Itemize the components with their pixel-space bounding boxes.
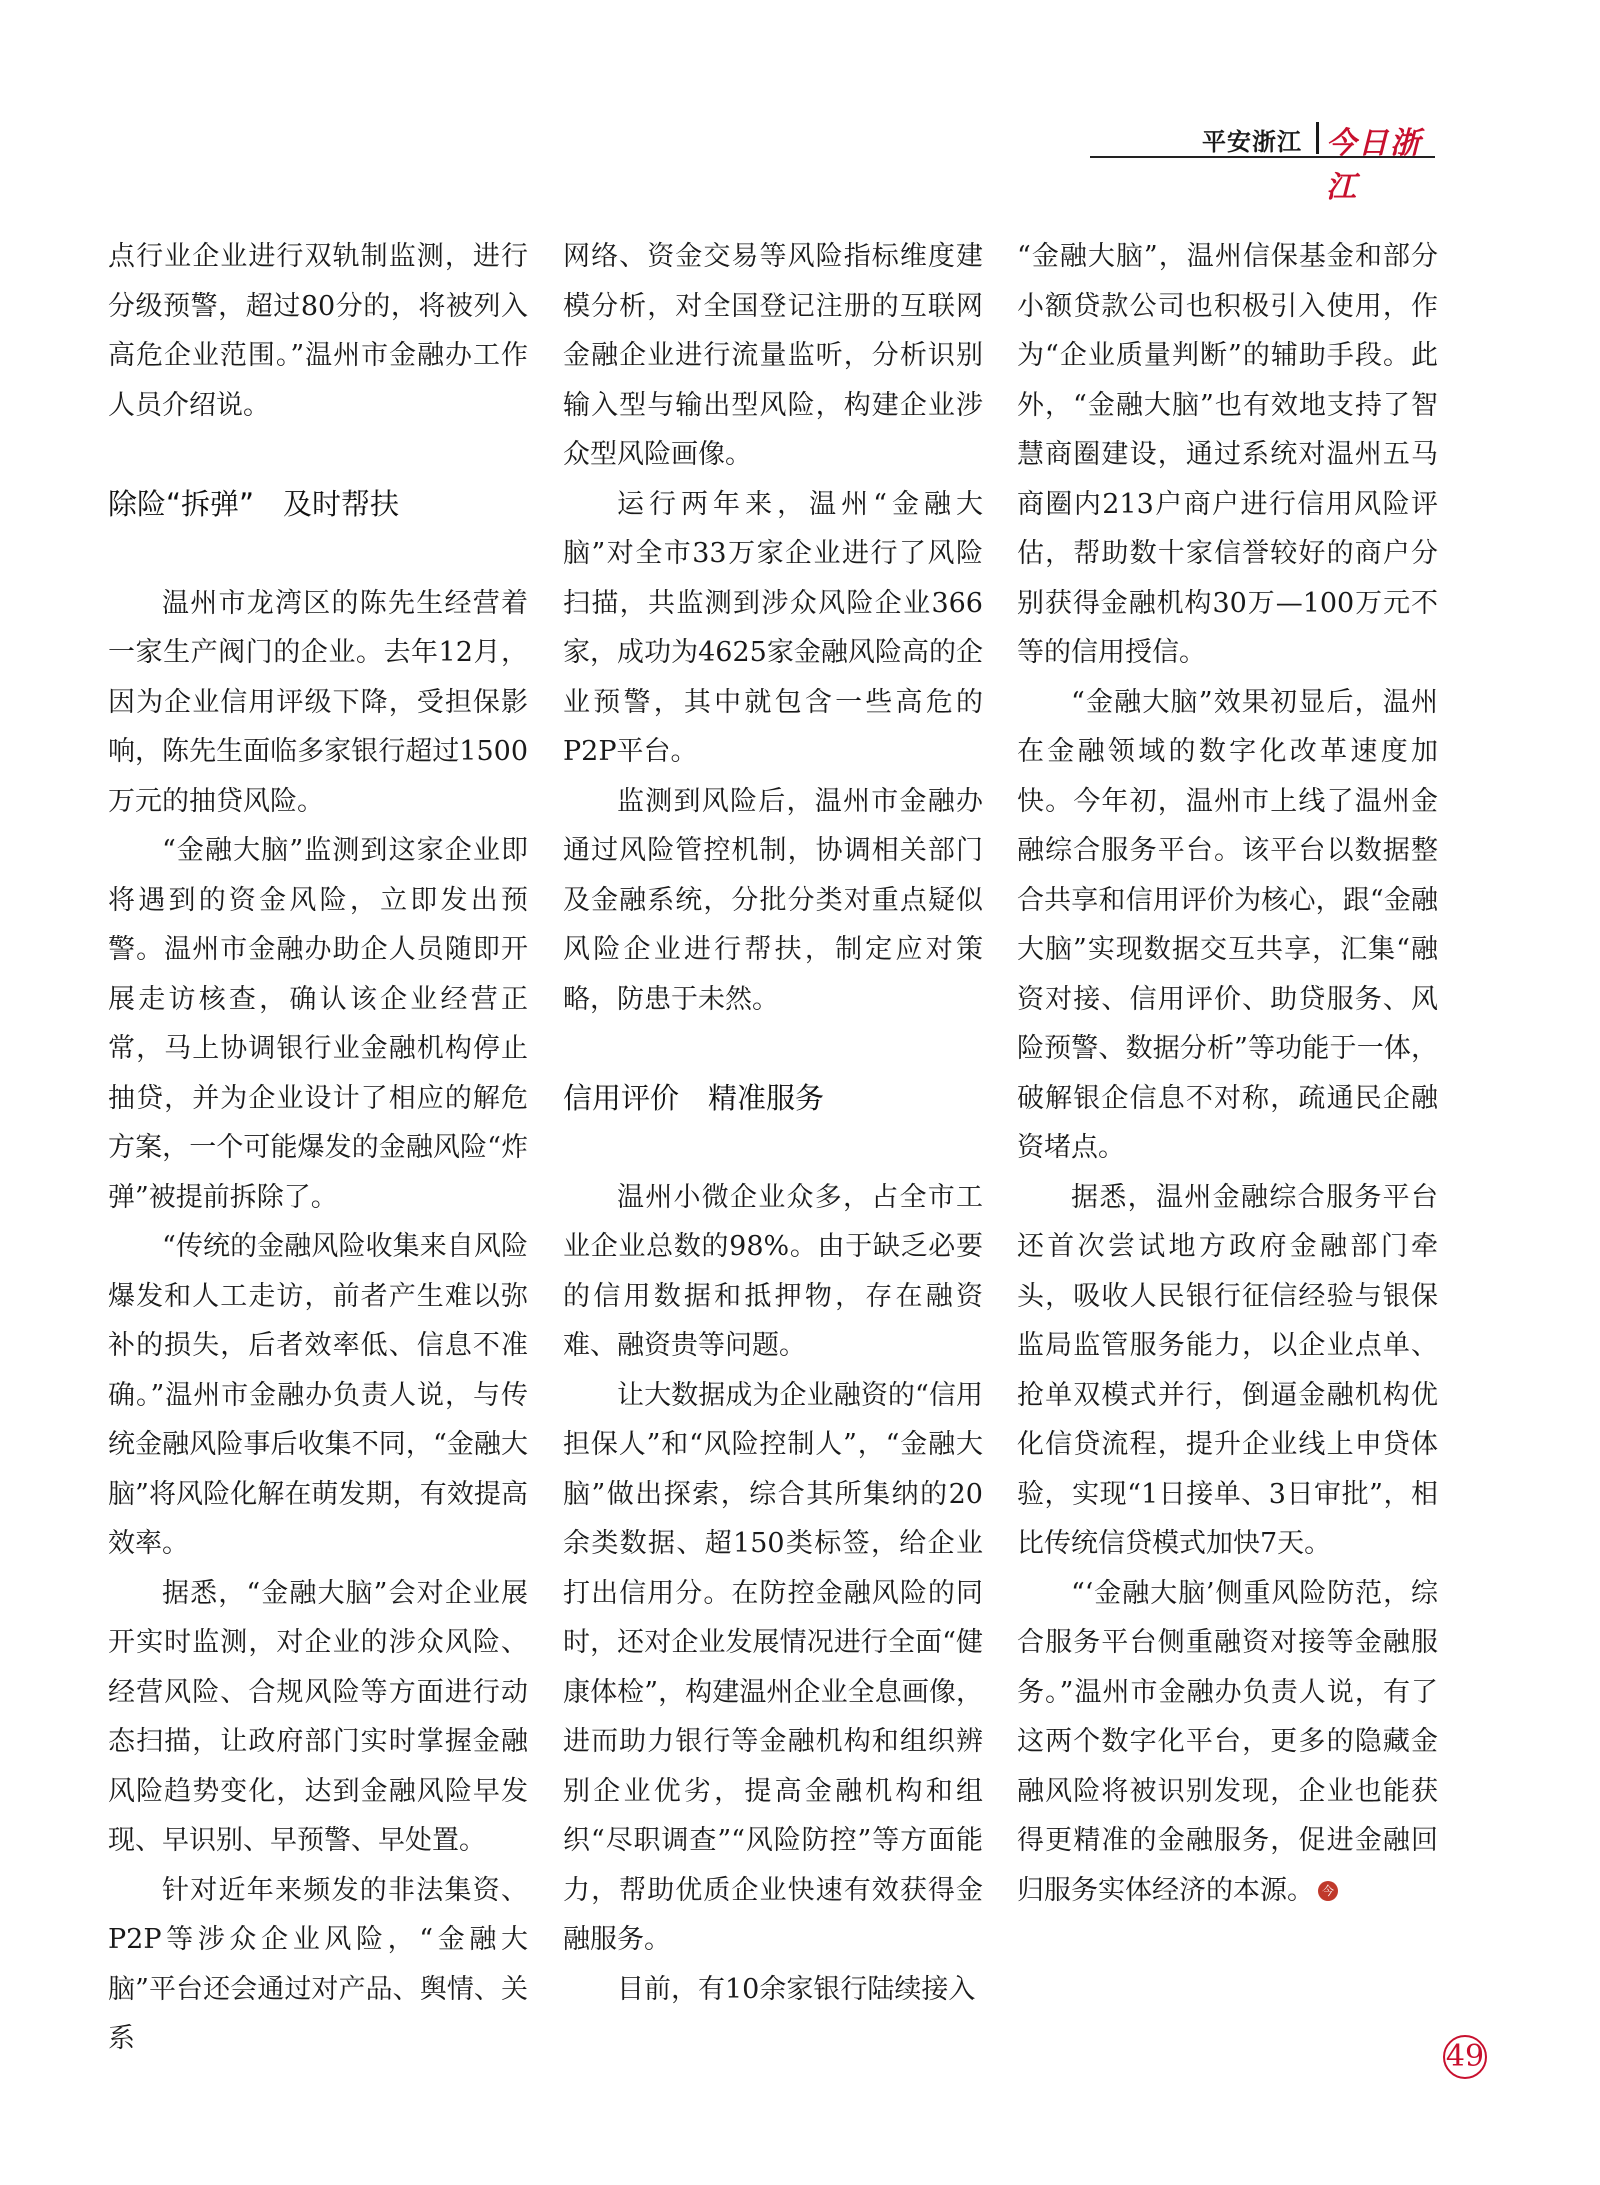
- paragraph-text: “‘金融大脑’侧重风险防范，综合服务平台侧重融资对接等金融服务。”温州市金融办负责人说，有了这两个数字化平台，更多的隐藏金融风险将被识别发现，企业也能获得更精准的金融服务，促进金融回归服务实体经济的本源。: [1017, 1577, 1438, 1906]
- paragraph: 据悉，温州金融综合服务平台还首次尝试地方政府金融部门牵头，吸收人民银行征信经验与银保监局监管服务能力，以企业点单、抢单双模式并行，倒逼金融机构优化信贷流程，提升企业线上申贷体验，实现“1日接单、3日审批”，相比传统信贷模式加快7天。: [1017, 1181, 1438, 1559]
- paragraph: “金融大脑”监测到这家企业即将遇到的资金风险，立即发出预警。温州市金融办助企人员随即开展走访核查，确认该企业经营正常，马上协调银行业金融机构停止抽贷，并为企业设计了相应的解危方案，一个可能爆发的金融风险“炸弹”被提前拆除了。: [108, 835, 528, 1213]
- end-mark-icon: 今: [1318, 1881, 1338, 1901]
- paragraph: 网络、资金交易等风险指标维度建模分析，对全国登记注册的互联网金融企业进行流量监听，分析识别输入型与输出型风险，构建企业涉众型风险画像。: [563, 241, 983, 470]
- paragraph: 目前，有10余家银行陆续接入: [617, 1973, 976, 2005]
- paragraph: 点行业企业进行双轨制监测，进行分级预警，超过80分的，将被列入高危企业范围。”温州市金融办工作人员介绍说。: [108, 241, 528, 421]
- paragraph: 温州小微企业众多，占全市工业企业总数的98%。由于缺乏必要的信用数据和抵押物，存在融资难、融资贵等问题。: [563, 1181, 983, 1361]
- article-column-2: [563, 232, 983, 2014]
- magazine-logo: 今日浙江: [1326, 126, 1422, 205]
- paragraph: 针对近年来频发的非法集资、P2P等涉众企业风险，“金融大脑”平台还会通过对产品、舆情、关系: [108, 1874, 528, 2054]
- paragraph: “金融大脑”效果初显后，温州在金融领域的数字化改革速度加快。今年初，温州市上线了温州金融综合服务平台。该平台以数据整合共享和信用评价为核心，跟“金融大脑”实现数据交互共享，汇集“融资对接、信用评价、助贷服务、风险预警、数据分析”等功能于一体，破解银企信息不对称，疏通民企融资堵点。: [1017, 686, 1438, 1163]
- page-number: 49: [1443, 2035, 1487, 2079]
- paragraph: 运行两年来，温州“金融大脑”对全市33万家企业进行了风险扫描，共监测到涉众风险企业366家，成功为4625家金融风险高的企业预警，其中就包含一些高危的P2P平台。: [563, 488, 983, 767]
- paragraph: “金融大脑”，温州信保基金和部分小额贷款公司也积极引入使用，作为“企业质量判断”的辅助手段。此外，“金融大脑”也有效地支持了智慧商圈建设，通过系统对温州五马商圈内213户商户进行信用风险评估，帮助数十家信誉较好的商户分别获得金融机构30万—100万元不等的信用授信。: [1017, 241, 1438, 668]
- article-column-1: [108, 232, 528, 2064]
- paragraph: 让大数据成为企业融资的“信用担保人”和“风险控制人”，“金融大脑”做出探索，综合其所集纳的20余类数据、超150类标签，给企业打出信用分。在防控金融风险的同时，还对企业发展情况进行全面“健康体检”，构建温州企业全息画像，进而助力银行等金融机构和组织辨别企业优劣，提高金融机构和组织“尽职调查”“风险防控”等方面能力，帮助优质企业快速有效获得金融服务。: [563, 1379, 983, 1955]
- paragraph: 监测到风险后，温州市金融办通过风险管控机制，协调相关部门及金融系统，分批分类对重点疑似风险企业进行帮扶，制定应对策略，防患于未然。: [563, 785, 983, 1015]
- paragraph: 据悉，“金融大脑”会对企业展开实时监测，对企业的涉众风险、经营风险、合规风险等方面进行动态扫描，让政府部门实时掌握金融风险趋势变化，达到金融风险早发现、早识别、早预警、早处置。: [108, 1577, 528, 1856]
- section-heading: 除险“拆弹” 及时帮扶: [108, 486, 400, 521]
- page-header: [1090, 118, 1438, 205]
- paragraph: “传统的金融风险收集来自风险爆发和人工走访，前者产生难以弥补的损失，后者效率低、信息不准确。”温州市金融办负责人说，与传统金融风险事后收集不同，“金融大脑”将风险化解在萌发期，有效提高效率。: [108, 1231, 528, 1559]
- section-label: 平安浙江: [1202, 128, 1302, 156]
- header-divider: [1316, 122, 1319, 154]
- section-heading: 信用评价 精准服务: [563, 1080, 825, 1115]
- paragraph: 温州市龙湾区的陈先生经营着一家生产阀门的企业。去年12月，因为企业信用评级下降，受担保影响，陈先生面临多家银行超过1500万元的抽贷风险。: [108, 587, 528, 817]
- article-column-3: [1017, 232, 1438, 1915]
- paragraph-last: [1017, 1569, 1438, 1916]
